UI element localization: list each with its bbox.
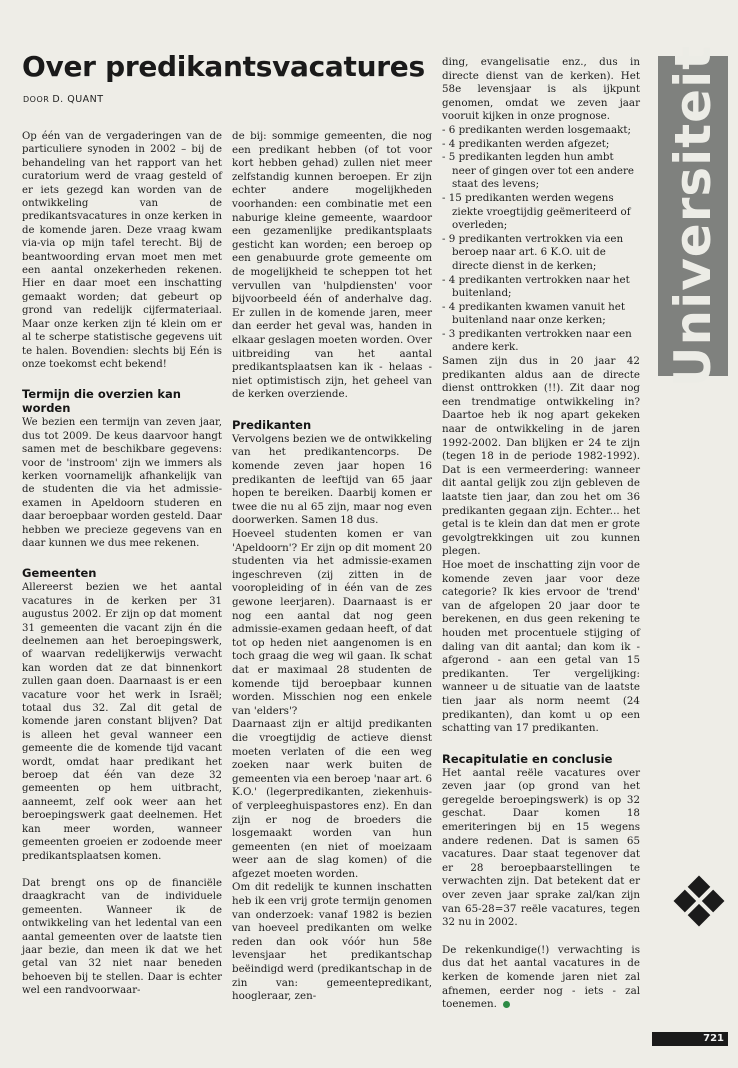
paragraph-financieel: Dat brengt ons op de financiële draagkracht van de individuele gemeenten. Wanneer ik de ontwikkeling van het ledental van een aantal gemeenten over de laatste tien jaar bezie, dan meen ik dat we het getal van 32 niet naar beneden behoeven bij te stellen. Daar is echter wel een randvoorwaar- xyxy=(22,877,222,997)
final-text: De rekenkundige(!) verwachting is dus dat het aantal vacatures in de kerken de komende jaren niet zal afnemen, eerder nog - iets - zal toenemen. xyxy=(442,943,640,1011)
list-item: - 5 predikanten legden hun ambt neer of gingen over tot een andere staat des levens; xyxy=(442,151,635,191)
author-name: D. QUANT xyxy=(52,94,104,105)
list-item: - 4 predikanten kwamen vanuit het buitenland naar onze kerken; xyxy=(442,300,625,327)
column-2 xyxy=(232,130,432,1004)
list-item: - 4 predikanten vertrokken naar het buitenland; xyxy=(442,273,630,300)
paragraph-inschatting: Hoe moet de inschatting zijn voor de komende zeven jaar voor deze categorie? Ik kies ervoor de 'trend' van de afgelopen 20 jaar door te berekenen, en dus geen rekening te houden met procentuele stijging of daling van dit aantal; dan kom ik - afgerond - aan een getal van 15 predikanten. Ter vergelijking: wanneer u de situatie van de laatste tien jaar als norm neemt (24 predikanten), dan komt u op een schatting van 17 predikanten. xyxy=(442,558,640,735)
heading-recapitulatie: Recapitulatie en conclusie xyxy=(442,751,613,766)
byline xyxy=(23,94,104,105)
intro-paragraph: Op één van de vergaderingen van de particuliere synoden in 2002 – bij de behandeling van het rapport van het curatorium werd de vraag gesteld of er iets gezegd kan worden van de ontwikkeling van de predikantsvacatures in onze kerken in de komende jaren. Deze vraag kwam via-via op mijn tafel terecht. Bij de beantwoording ervan moet men met een aantal onzekerheden rekenen. Hier en daar moet een inschatting gemaakt worden; dat gebeurt op grond van redelijk cijfermateriaal. Maar onze kerken zijn té klein om er al te scherpe statistische gegevens uit te halen. Bovendien: slechts bij Eén is onze toekomst echt bekend! xyxy=(22,131,222,370)
list-item: - 3 predikanten vertrokken naar een andere kerk. xyxy=(442,327,632,354)
section-label: Universiteit xyxy=(664,44,722,388)
paragraph-samen: Samen zijn dus in 20 jaar 42 predikanten aldus aan de directe dienst onttrokken (!!). Zit daar nog een trendmatige ontwikkeling in? Daartoe heb ik nog apart gekeken naar de ontwikkeling in de jaren 1992-2002. Dan blijken er 24 te zijn (tegen 18 in de periode 1982-1992). Dat is een vermeerdering: wanneer dit aantal gelijk zou zijn gebleven de laatste tien jaar, dan zou het om 36 predikanten gegaan zijn. Echter... het getal is te klein dan dat men er grote gevolgtrekkingen uit zou kunnen plegen. xyxy=(442,355,640,558)
list-item: - 6 predikanten werden losgemaakt; xyxy=(442,123,631,136)
paragraph-gemeenten: Allereerst bezien we het aantal vacatures in de kerken per 31 augustus 2002. Er zijn op dat moment 31 gemeenten die vacant zijn én die deelnemen aan het beroepingswerk, of waarvan redelijkerwijs verwacht kan worden dat ze dat binnenkort zullen gaan doen. Daarnaast is er een vacature voor het werk in Israël; totaal dus 32. Zal dit getal de komende jaren constant blijven? Dat is alleen het geval wanneer een gemeente die de komende tijd vacant wordt, omdat haar predikant het beroep dat één van deze 32 gemeenten op hem uitbracht, aanneemt, zelf ook weer aan het beroepingswerk gaat deelnemen. Het kan meer worden, wanneer gemeenten groeien er zodoende meer predikantsplaatsen komen. xyxy=(22,582,222,862)
paragraph-final xyxy=(442,944,640,1012)
reasons-list xyxy=(442,124,640,355)
heading-termijn: Termijn die overzien kan worden xyxy=(22,387,181,416)
column-3 xyxy=(442,56,640,1012)
paragraph-predikanten-3: Daarnaast zijn er altijd predikanten die vroegtijdig de actieve dienst moeten verlaten of die een weg zoeken naar werk buiten de gemeenten via een beroep 'naar art. 6 K.O.' (legerpredikanten, ziekenhuis- of verpleeghuispastores enz). En dan zijn er nog de broeders die losgemaakt worden van hun gemeenten (en niet of moeizaam weer aan de slag komen) of die afgezet moeten worden. xyxy=(232,718,433,880)
list-item: - 15 predikanten werden wegens ziekte vroegtijdig geëmeriteerd of overleden; xyxy=(442,191,631,232)
list-item: - 9 predikanten vertrokken via een beroep naar art. 6 K.O. uit de directe dienst in de kerken; xyxy=(442,232,624,272)
column-1 xyxy=(22,130,222,998)
page-number: 721 xyxy=(703,1033,724,1044)
list-item: - 4 predikanten werden afgezet; xyxy=(442,137,610,150)
paragraph-predikanten-2: Hoeveel studenten komen er van 'Apeldoorn'? Er zijn op dit moment 20 studenten via het admissie-examen ingeschreven (zij zitten in de vooropleiding of in één van de zes gewone leerjaren). Daarnaast is er nog een aantal dat nog geen admissie-examen gedaan heeft, of dat tot op heden niet aangenomen is en toch graag die weg wil gaan. Ik schat dat er maximaal 28 studenten de komende tijd beroepbaar kunnen worden. Misschien nog een enkele van 'elders'? xyxy=(232,528,432,717)
paragraph-continued: ding, evangelisatie enz., dus in directe dienst van de kerken). Het 58e levensjaar is als ijkpunt genomen, omdat we zeven jaar vooruit kijken in onze prognose. xyxy=(442,56,640,123)
paragraph-termijn: We bezien een termijn van zeven jaar, dus tot 2009. De keus daarvoor hangt samen met de beschikbare gegevens: voor de 'instroom' zijn we immers als kerken voornamelijk afhankelijk van de studenten die via het admissie-examen in Apeldoorn studeren en daar beroepbaar worden gesteld. Daar hebben we precieze gegevens van en daar kunnen we dus mee rekenen. xyxy=(22,417,222,549)
paragraph-predikanten-1: Vervolgens bezien we de ontwikkeling van het predikantencorps. De komende zeven jaar hopen 16 predikanten de leeftijd van 65 jaar hopen te bereiken. Daarbij komen er twee die nu al 65 zijn, maar nog even doorwerken. Samen 18 dus. xyxy=(232,432,432,527)
heading-predikanten: Predikanten xyxy=(232,417,312,432)
article-title: Over predikantsvacatures xyxy=(22,50,425,83)
paragraph-recapitulatie: Het aantal reële vacatures over zeven jaar (op grond van het geregelde beroepingswerk) is op 32 geschat. Daar komen 18 emeriteringen bij en 15 wegens andere redenen. Dat is samen 65 vacatures. Daar staat tegenover dat er 28 beroepbaarstellingen te verwachten zijn. Dat betekent dat er over zeven jaar sprake zal/kan zijn van 65-28=37 reële vacatures, tegen 32 nu in 2002. xyxy=(442,766,640,929)
publication-logo-icon xyxy=(672,872,726,930)
heading-gemeenten: Gemeenten xyxy=(22,566,97,581)
end-mark-dot xyxy=(503,1001,510,1008)
paragraph-predikanten-4: Om dit redelijk te kunnen inschatten heb ik een vrij grote termijn genomen van onderzoek: vanaf 1982 is bezien van hoeveel predikanten om welke reden dan ook vóór hun 58e levensjaar het predikantschap beëindigd werd (predikantschap in de zin van: gemeentepredikant, hoogleraar, zen- xyxy=(232,881,432,1003)
paragraph-continued: de bij: sommige gemeenten, die nog een predikant hebben (of tot voor kort hebben gehad) zullen niet meer zelfstandig kunnen beroepen. Er zijn echter andere mogelijkheden voorhanden: een combinatie met een naburige kleine gemeente, waardoor een gezamenlijke predikantsplaats gesticht kan worden; een beroep op een genabuurde grote gemeente om de mogelijkheid te scheppen tot het vervullen van 'hulpdiensten' voor bijvoorbeeld één of anderhalve dag. Er zullen in de komende jaren, meer dan eerder het geval was, handen in elkaar geslagen moeten worden. Over uitbreiding van het aantal predikantsplaatsen kan ik - helaas - niet optimistisch zijn, het geheel van de kerken overziende. xyxy=(232,130,432,401)
byline-prefix: DOOR xyxy=(23,95,50,104)
